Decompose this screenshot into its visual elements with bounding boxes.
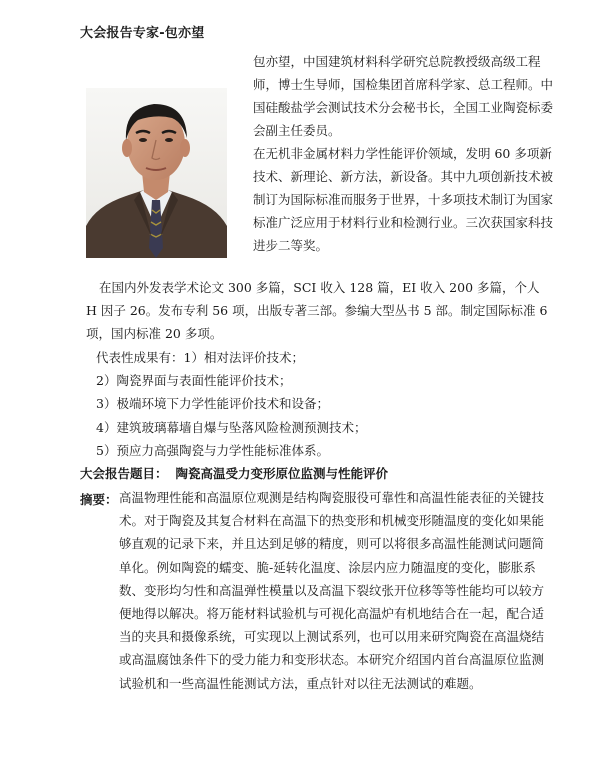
bio-paragraph-positions: 包亦望，中国建筑材料科学研究总院教授级高级工程师，博士生导师，国检集团首席科学家、总工程师。中国硅酸盐学会测试技术分会秘书长，全国工业陶瓷标委会副主任委员。	[253, 54, 554, 138]
abstract-text: 高温物理性能和高温原位观测是结构陶瓷服役可靠性和高温性能表征的关键技术。对于陶瓷及其复合材料在高温下的热变形和机械变形随温度的变化如果能够直观的记录下来，并且达到足够的精度，则可以将很多高温性能测试问题简单化。例如陶瓷的蠕变、脆-延转化温度、涂层内应力随温度的变化，膨胀系数、变形均匀性和高温弹性模量以及高温下裂纹张开位移等等性能均可以较方便地得以解决。将万能材料试验机与可视化高温炉有机地结合在一起，配合适当的夹具和摄像系统，可实现以上测试系列，也可以用来研究陶瓷在高温烧结或高温腐蚀条件下的受力能力和变形状态。本研究介绍国内首台高温原位监测试验机和一些高温性能测试方法，重点针对以往无法测试的难题。	[119, 490, 545, 691]
achievement-item: 5）预应力高强陶瓷与力学性能标准体系。	[96, 442, 329, 458]
publications-paragraph: 在国内外发表学术论文 300 多篇，SCI 收入 128 篇，EI 收入 200 多篇，个人 H 因子 26。发布专利 56 项，出版专著三部。参编大型丛书 5 部。制定国际标准 6 项，国内标准 20 多项。	[86, 280, 548, 341]
report-topic-label: 大会报告题目：	[80, 466, 168, 481]
page-heading: 大会报告专家-包亦望	[80, 26, 205, 41]
achievement-item: 4）建筑玻璃幕墙自爆与坠落风险检测预测技术；	[96, 419, 367, 435]
achievement-intro: 代表性成果有：1）相对法评价技术；	[96, 350, 304, 365]
achievement-item: 3）极端环境下力学性能评价技术和设备；	[96, 396, 329, 412]
bio-paragraph-achievements: 在无机非金属材料力学性能评价领域，发明 60 多项新技术、新理论、新方法，新设备。其中九项创新技术被制订为国际标准而服务于世界，十多项技术制订为国家标准广泛应用于材料行业和检测行业。三次获国家科技进步二等奖。	[253, 146, 554, 253]
report-topic-title: 陶瓷高温受力变形原位监测与性能评价	[175, 466, 389, 481]
achievement-item: 2）陶瓷界面与表面性能评价技术；	[96, 373, 292, 389]
expert-portrait	[86, 88, 227, 258]
bio-text-block	[253, 50, 553, 257]
representative-achievements	[96, 346, 556, 462]
abstract-label: 摘要：	[80, 492, 118, 507]
report-topic	[80, 464, 560, 482]
portrait-image	[86, 88, 227, 258]
